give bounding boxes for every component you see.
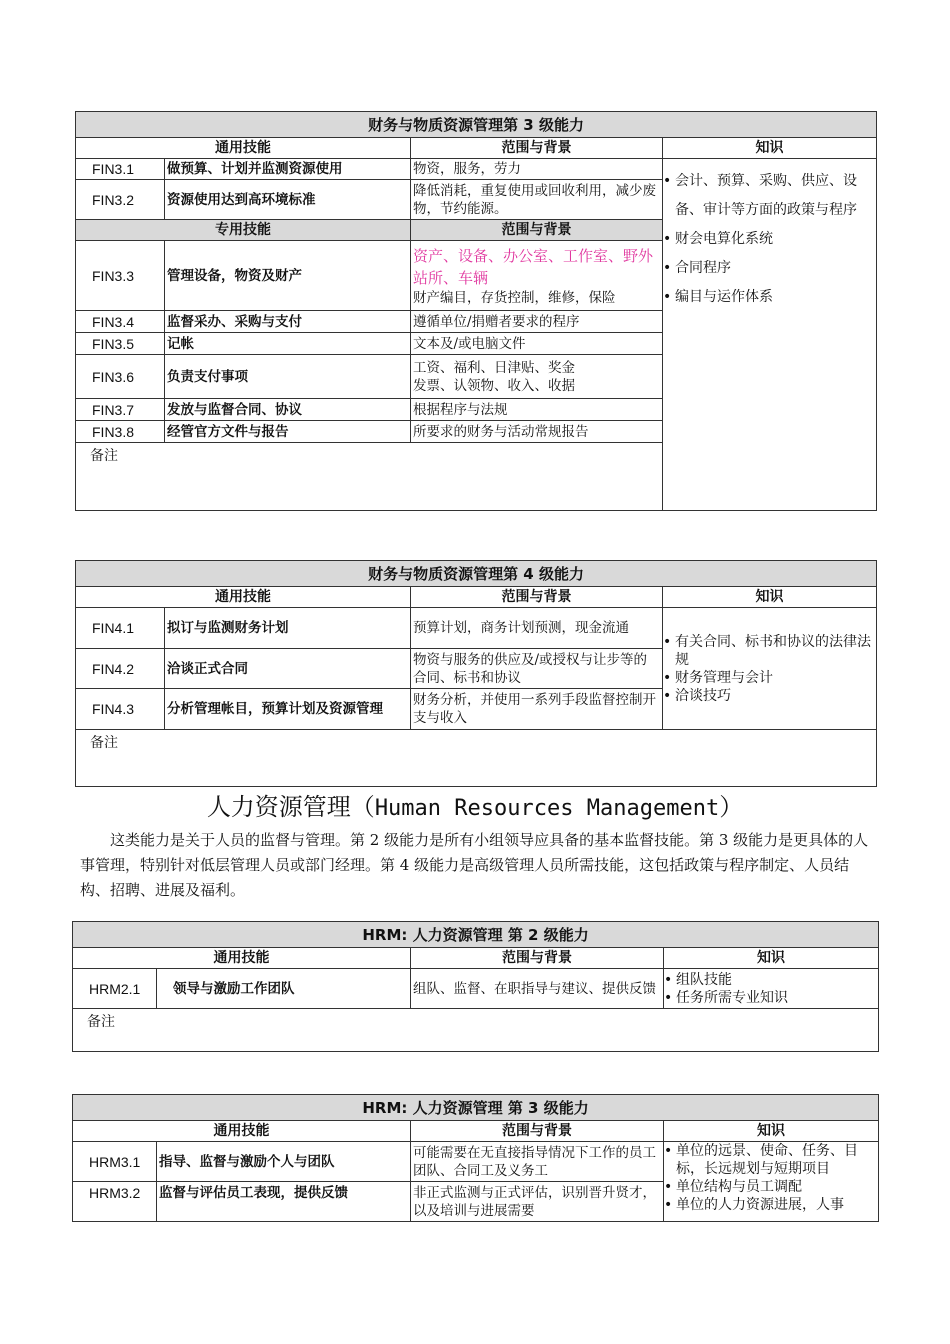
hrm2-row-context: 组队、监督、在职指导与建议、提供反馈	[411, 969, 664, 1009]
fin3-row-skill: 发放与监督合同、协议	[165, 399, 411, 421]
hrm3-row-code: HRM3.2	[73, 1182, 157, 1222]
fin3-row-code: FIN3.4	[76, 311, 165, 333]
hrm2-row-code: HRM2.1	[73, 969, 157, 1009]
hrm3-row-context: 可能需要在无直接指导情况下工作的员工团队、合同工及义务工	[411, 1142, 664, 1182]
fin3-row-context: 降低消耗，重复使用或回收利用，减少废物，节约能源。	[411, 180, 663, 220]
hrm3-range-header: 范围与背景	[411, 1121, 664, 1142]
hrm2-row-skill: 领导与激励工作团队	[157, 969, 411, 1009]
fin3-row-code: FIN3.2	[76, 180, 165, 220]
hrm2-table	[72, 921, 879, 1052]
fin4-knowledge-item: • 洽谈技巧	[665, 687, 874, 705]
hrm3-knowledge-cell	[664, 1142, 879, 1222]
fin3-knowledge-header: 知识	[663, 138, 877, 159]
fin3-row-context: 遵循单位/捐赠者要求的程序	[411, 311, 663, 333]
fin3-row-context	[411, 241, 663, 311]
fin4-row-code: FIN4.3	[76, 689, 165, 730]
fin3-row-skill: 管理设备，物资及财产	[165, 241, 411, 311]
hrm3-knowledge-item: • 单位的人力资源进展，人事	[666, 1196, 876, 1214]
hrm3-knowledge-item: • 单位的远景、使命、任务、目标，长远规划与短期项目	[666, 1142, 876, 1178]
fin4-title: 财务与物质资源管理第 4 级能力	[76, 561, 877, 587]
fin4-row-context: 物资与服务的供应及/或授权与让步等的合同、标书和协议	[411, 649, 663, 689]
fin3-context-line: 财产编目，存货控制，维修，保险	[413, 289, 616, 306]
fin3-row-code: FIN3.1	[76, 159, 165, 180]
fin4-row-skill: 分析管理帐目，预算计划及资源管理	[165, 689, 411, 730]
hrm-heading-close: ）	[719, 793, 744, 821]
fin3-context-highlight: 资产、设备、办公室、工作室、野外站所、车辆	[413, 246, 654, 287]
fin3-knowledge-item: • 合同程序	[665, 254, 874, 283]
fin4-row-context: 预算计划，商务计划预测，现金流通	[411, 608, 663, 649]
hrm2-note: 备注	[73, 1009, 879, 1052]
fin4-table	[75, 560, 877, 787]
fin4-row-context: 财务分析，并使用一系列手段监督控制开支与收入	[411, 689, 663, 730]
fin3-knowledge-item: • 编目与运作体系	[665, 283, 874, 312]
fin3-row-context	[411, 355, 663, 399]
hrm-intro-paragraph: 这类能力是关于人员的监督与管理。第 2 级能力是所有小组领导应具备的基本监督技能。第 3 级能力是更具体的人事管理，特别针对低层管理人员或部门经理。第 4 级能力是高级管理人员所需技能，这包括政策与程序制定、人员结构、招聘、进展及福利。	[80, 831, 869, 899]
fin4-knowledge-item: • 有关合同、标书和协议的法律法规	[665, 633, 874, 669]
fin4-note: 备注	[76, 730, 877, 787]
fin3-row-code: FIN3.3	[76, 241, 165, 311]
hrm3-row-skill: 指导、监督与激励个人与团队	[157, 1142, 411, 1182]
hrm2-knowledge-item: • 任务所需专业知识	[666, 989, 876, 1007]
fin3-row-code: FIN3.5	[76, 333, 165, 355]
fin3-special-skills-header: 专用技能	[76, 220, 411, 241]
hrm2-knowledge-cell	[664, 969, 879, 1009]
fin3-knowledge-item: • 财会电算化系统	[665, 225, 874, 254]
hrm3-row-context: 非正式监测与正式评估，识别晋升贤才，以及培训与进展需要	[411, 1182, 664, 1222]
fin3-row-context: 物资，服务，劳力	[411, 159, 663, 180]
hrm-heading-cn: 人力资源管理（	[206, 793, 375, 821]
hrm3-row-skill: 监督与评估员工表现，提供反馈	[157, 1182, 411, 1222]
hrm2-title: HRM: 人力资源管理 第 2 级能力	[73, 922, 879, 948]
fin3-row-skill: 监督采办、采购与支付	[165, 311, 411, 333]
fin4-row-code: FIN4.2	[76, 649, 165, 689]
fin3-row-code: FIN3.8	[76, 421, 165, 443]
fin4-general-skills-header: 通用技能	[76, 587, 411, 608]
hrm-heading-en: Human Resources Management	[374, 796, 720, 821]
hrm3-general-skills-header: 通用技能	[73, 1121, 411, 1142]
hrm2-range-header: 范围与背景	[411, 948, 664, 969]
fin3-general-skills-header: 通用技能	[76, 138, 411, 159]
hrm-section-heading	[0, 790, 950, 826]
hrm2-knowledge-item: • 组队技能	[666, 971, 876, 989]
fin3-row-code: FIN3.7	[76, 399, 165, 421]
fin3-row-context: 根据程序与法规	[411, 399, 663, 421]
fin3-row-code: FIN3.6	[76, 355, 165, 399]
fin4-knowledge-header: 知识	[663, 587, 877, 608]
fin4-knowledge-item: • 财务管理与会计	[665, 669, 874, 687]
fin3-row-context: 所要求的财务与活动常规报告	[411, 421, 663, 443]
fin4-row-skill: 拟订与监测财务计划	[165, 608, 411, 649]
fin3-row-skill: 做预算、计划并监测资源使用	[165, 159, 411, 180]
fin4-row-code: FIN4.1	[76, 608, 165, 649]
hrm2-knowledge-header: 知识	[664, 948, 879, 969]
hrm3-row-code: HRM3.1	[73, 1142, 157, 1182]
fin3-context-line: 发票、认领物、收入、收据	[413, 377, 575, 394]
fin3-knowledge-item: • 会计、预算、采购、供应、设备、审计等方面的政策与程序	[665, 167, 874, 225]
fin3-row-skill: 负责支付事项	[165, 355, 411, 399]
hrm3-knowledge-item: • 单位结构与员工调配	[666, 1178, 876, 1196]
fin3-row-skill: 资源使用达到高环境标准	[165, 180, 411, 220]
fin4-knowledge-cell	[663, 608, 877, 730]
fin3-table	[75, 111, 877, 511]
hrm3-title: HRM: 人力资源管理 第 3 级能力	[73, 1095, 879, 1121]
fin4-row-skill: 洽谈正式合同	[165, 649, 411, 689]
fin3-row-skill: 经管官方文件与报告	[165, 421, 411, 443]
fin3-row-context: 文本及/或电脑文件	[411, 333, 663, 355]
fin4-range-header: 范围与背景	[411, 587, 663, 608]
fin3-note: 备注	[76, 443, 877, 511]
hrm2-general-skills-header: 通用技能	[73, 948, 411, 969]
hrm3-knowledge-header: 知识	[664, 1121, 879, 1142]
fin3-range-header-2: 范围与背景	[411, 220, 663, 241]
hrm3-table	[72, 1094, 879, 1222]
fin3-row-skill: 记帐	[165, 333, 411, 355]
fin3-title: 财务与物质资源管理第 3 级能力	[76, 112, 877, 138]
fin3-range-header: 范围与背景	[411, 138, 663, 159]
fin3-context-line: 工资、福利、日津贴、奖金	[413, 359, 575, 376]
